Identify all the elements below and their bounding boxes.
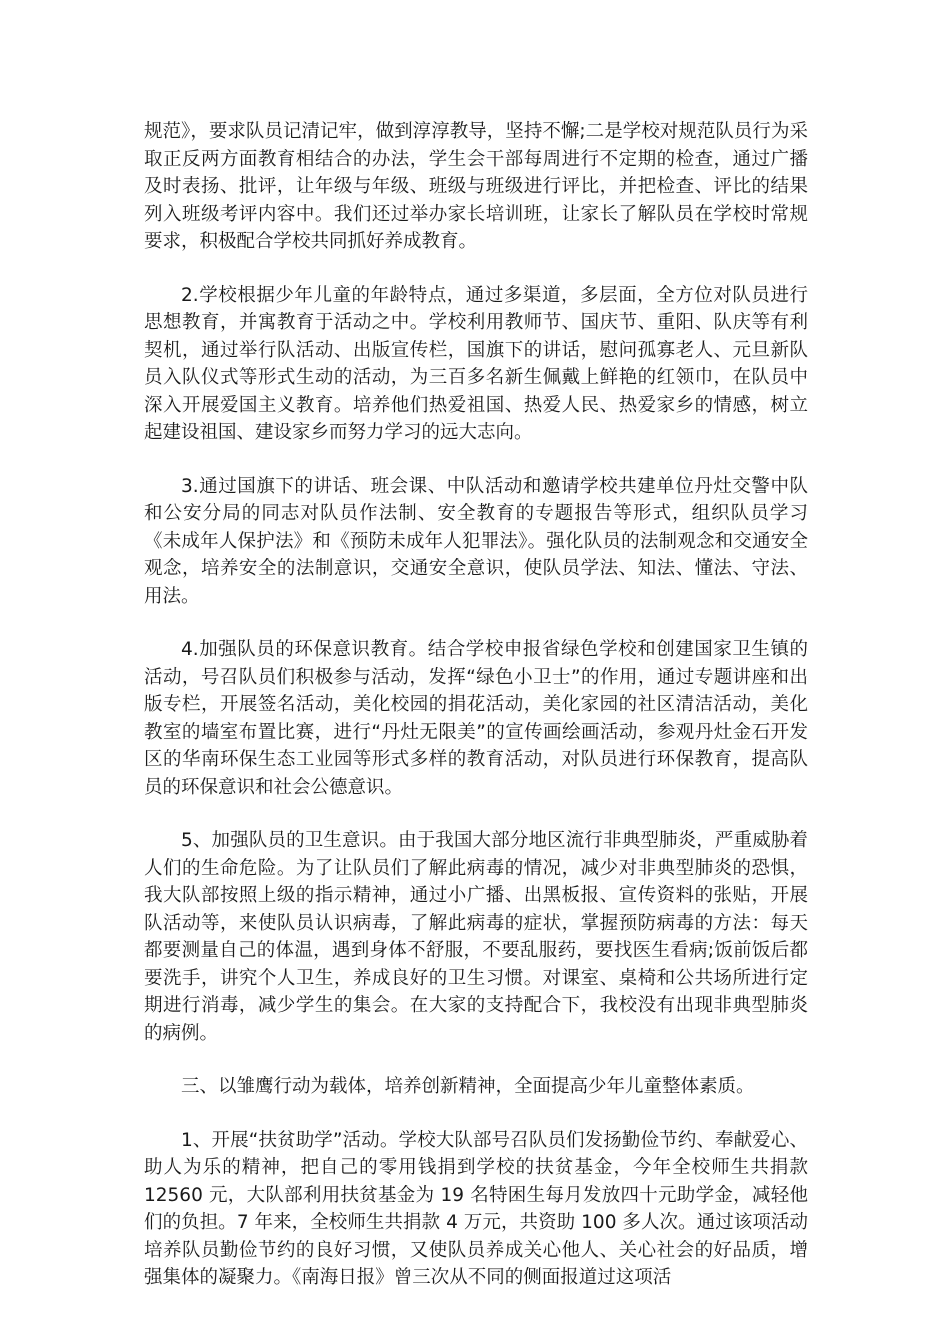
section-heading-3: 三、以雏鹰行动为载体，培养创新精神，全面提高少年儿童整体素质。 xyxy=(181,1076,755,1097)
paragraph-4-environmental-education: 4.加强队员的环保意识教育。结合学校申报省绿色学校和创建国家卫生镇的活动，号召队员们积极参与活动，发挥“绿色小卫士”的作用，通过专题讲座和出版专栏，开展签名活动，美化校园的捐花活动，美化家园的社区清洁活动，美化教室的墙室布置比赛，进行“丹灶无限美”的宣传画绘画活动，参观丹灶金石开发区的华南环保生态工业园等形式多样的教育活动，对队员进行环保教育，提高队员的环保意识和社会公德意识。 xyxy=(144,639,808,798)
paragraph-3-legal-education: 3.通过国旗下的讲话、班会课、中队活动和邀请学校共建单位丹灶交警中队和公安分局的同志对队员作法制、安全教育的专题报告等形式，组织队员学习《未成年人保护法》和《预防未成年人犯罪法》。强化队员的法制观念和交通安全观念，培养安全的法制意识，交通安全意识，使队员学法、知法、懂法、守法、用法。 xyxy=(144,475,808,607)
paragraph-5-hygiene-awareness: 5、加强队员的卫生意识。由于我国大部分地区流行非典型肺炎，严重威胁着人们的生命危险。为了让队员们了解此病毒的情况，减少对非典型肺炎的恐惧，我大队部按照上级的指示精神，通过小广播、出黑板报、宣传资料的张贴，开展队活动等，来使队员认识病毒，了解此病毒的症状，掌握预防病毒的方法：每天都要测量自己的体温，遇到身体不舒服，不要乱服药，要找医生看病;饭前饭后都要洗手，讲究个人卫生，养成良好的卫生习惯。对课室、桌椅和公共场所进行定期进行消毒，减少学生的集会。在大家的支持配合下，我校没有出现非典型肺炎的病例。 xyxy=(144,830,808,1044)
document-body xyxy=(144,118,808,1318)
paragraph-continued-rules: 规范》，要求队员记清记牢，做到淳淳教导，坚持不懈;二是学校对规范队员行为采取正反两方面教育相结合的办法，学生会干部每周进行不定期的检查，通过广播及时表扬、批评，让年级与年级、班级与班级进行评比，并把检查、评比的结果列入班级考评内容中。我们还过举办家长培训班，让家长了解队员在学校时常规要求，积极配合学校共同抓好养成教育。 xyxy=(144,121,808,252)
paragraph-2-ideological-education: 2.学校根据少年儿童的年龄特点，通过多渠道，多层面，全方位对队员进行思想教育，并寓教育于活动之中。学校利用教师节、国庆节、重阳、队庆等有利契机，通过举行队活动、出版宣传栏，国旗下的讲话，慰问孤寡老人、元旦新队员入队仪式等形式生动的活动，为三百多名新生佩戴上鲜艳的红领巾，在队员中深入开展爱国主义教育。培养他们热爱祖国、热爱人民、热爱家乡的情感，树立起建设祖国、建设家乡而努力学习的远大志向。 xyxy=(144,284,808,443)
paragraph-1-poverty-aid: 1、开展“扶贫助学”活动。学校大队部号召队员们发扬勤俭节约、奉献爱心、助人为乐的精神，把自己的零用钱捐到学校的扶贫基金，今年全校师生共捐款 12560 元，大队部利用扶贫基金为 19 名特困生每月发放四十元助学金，减轻他们的负担。7 年来，全校师生共捐款 4 万元，共资助 100 多人次。通过该项活动培养队员勤俭节约的良好习惯，又使队员养成关心他人、关心社会的好品质，增强集体的凝聚力。《南海日报》曾三次从不同的侧面报道过这项活 xyxy=(144,1129,808,1288)
